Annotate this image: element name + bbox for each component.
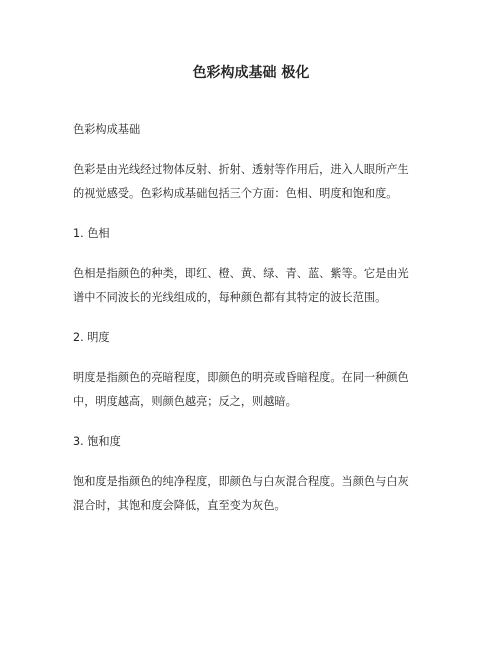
document-title: 色彩构成基础 极化 [192,65,310,81]
section-heading-brightness: 2. 明度 [73,331,110,344]
section-saturation-line-1: 饱和度是指颜色的纯净程度，即颜色与白灰混合程度。当颜色与白灰 [73,475,409,488]
section-hue-line-2: 谱中不同波长的光线组成的，每种颜色都有其特定的波长范围。 [73,291,387,304]
section-saturation-line-2: 混合时，其饱和度会降低，直至变为灰色。 [73,499,286,512]
section-hue-line-1: 色相是指颜色的种类，即红、橙、黄、绿、青、蓝、紫等。它是由光 [73,267,409,280]
section-heading-hue: 1. 色相 [73,227,110,240]
intro-paragraph-line-2: 的视觉感受。色彩构成基础包括三个方面：色相、明度和饱和度。 [73,187,398,200]
intro-paragraph-line-1: 色彩是由光线经过物体反射、折射、透射等作用后，进入人眼所产生 [73,163,409,176]
intro-heading: 色彩构成基础 [73,123,141,136]
section-brightness-line-1: 明度是指颜色的亮暗程度，即颜色的明亮或昏暗程度。在同一种颜色 [73,371,409,384]
section-brightness-line-2: 中，明度越高，则颜色越亮；反之，则越暗。 [73,395,297,408]
section-heading-saturation: 3. 饱和度 [73,435,121,448]
